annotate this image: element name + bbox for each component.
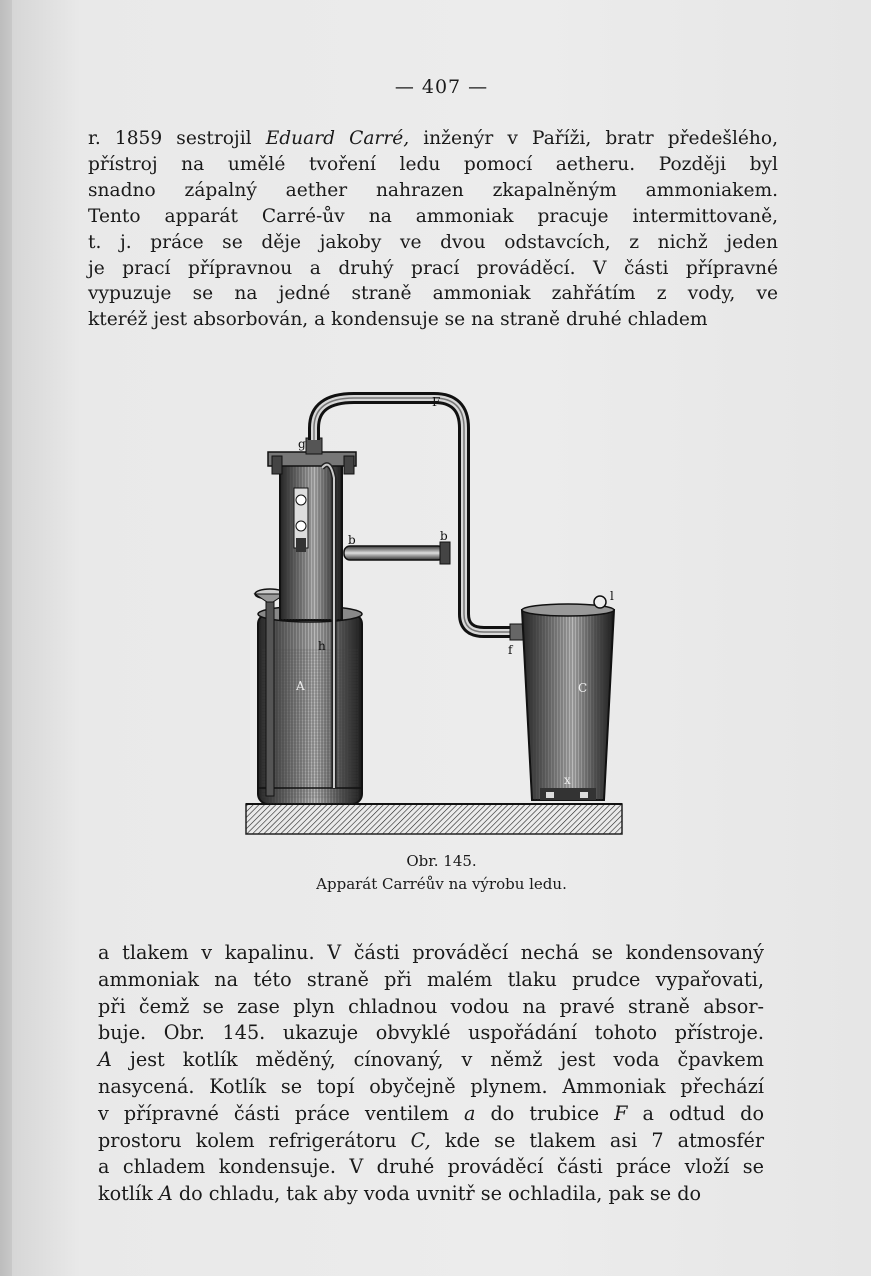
text-line: při čemž se zase plyn chladnou vodou na pravé straně absor- <box>98 994 764 1018</box>
text-line: a tlakem v kapalinu. V části prováděcí nechá se kondensovaný <box>98 941 764 964</box>
text-line: přístroj na umělé tvoření ledu pomocí aetheru. Později byl <box>88 153 778 175</box>
label-f-upper: F <box>432 395 441 409</box>
base-board <box>246 804 622 834</box>
text-line: nasycená. Kotlík se topí obyčejně plynem. Ammoniak přechází <box>98 1074 764 1098</box>
label-f-lower: f <box>508 643 513 657</box>
label-b-right: b <box>440 529 448 543</box>
text-line: buje. Obr. 145. ukazuje obvyklé uspořádání tohoto přístroje. <box>98 1021 764 1045</box>
text-line: r. 1859 sestrojil Eduard Carré, inženýr v Paříži, bratr předešlého, <box>88 128 778 149</box>
pipe-f <box>314 398 526 640</box>
label-a: A <box>296 679 305 693</box>
text-line: prostoru kolem refrigerátoru C, kde se tlakem asi 7 atmosfér <box>98 1128 765 1152</box>
text-line: vypuzuje se na jedné straně ammoniak zahřátím z vody, ve <box>88 283 778 305</box>
refrigerator-c <box>522 596 614 800</box>
label-l: l <box>610 589 614 603</box>
text-line: v přípravné části práce ventilem a do trubice F a odtud do <box>98 1101 764 1125</box>
text-line: a chladem kondensuje. V druhé prováděcí části práce vloží se <box>98 1155 764 1179</box>
figure-number: Obr. 145. <box>406 852 477 870</box>
label-g: g <box>298 437 306 451</box>
text-line: ammoniak na této straně při malém tlaku prudce vypařovati, <box>98 967 764 991</box>
text-line: Tento apparát Carré-ův na ammoniak pracuje intermittovaně, <box>88 205 778 227</box>
book-page <box>12 0 871 1276</box>
label-c: C <box>578 681 588 695</box>
text-line: kotlík A do chladu, tak aby voda uvnitř se ochladila, pak se do <box>98 1182 702 1206</box>
figure-caption: Apparát Carréův na výrobu ledu. <box>316 875 567 893</box>
bottom-paragraph <box>98 940 764 1208</box>
text-line: A jest kotlík měděný, cínovaný, v němž jest voda čpavkem <box>98 1048 764 1072</box>
apparatus-illustration <box>234 388 634 840</box>
label-b-left: b <box>348 533 356 547</box>
top-paragraph <box>88 126 778 333</box>
label-h: h <box>318 639 326 653</box>
page-number: — 407 — <box>394 76 489 98</box>
label-x: x <box>564 773 571 787</box>
text-line: snadno zápalný aether nahrazen zkapalněným ammoniakem. <box>88 179 778 201</box>
text-line: kteréž jest absorbován, a kondensuje se na straně druhé chladem <box>88 309 708 331</box>
handle-b <box>344 542 450 564</box>
text-line: t. j. práce se děje jakoby ve dvou odstavcích, z nichž jeden <box>88 231 778 253</box>
text-line: je prací přípravnou a druhý prací prováděcí. V části přípravné <box>88 257 778 279</box>
